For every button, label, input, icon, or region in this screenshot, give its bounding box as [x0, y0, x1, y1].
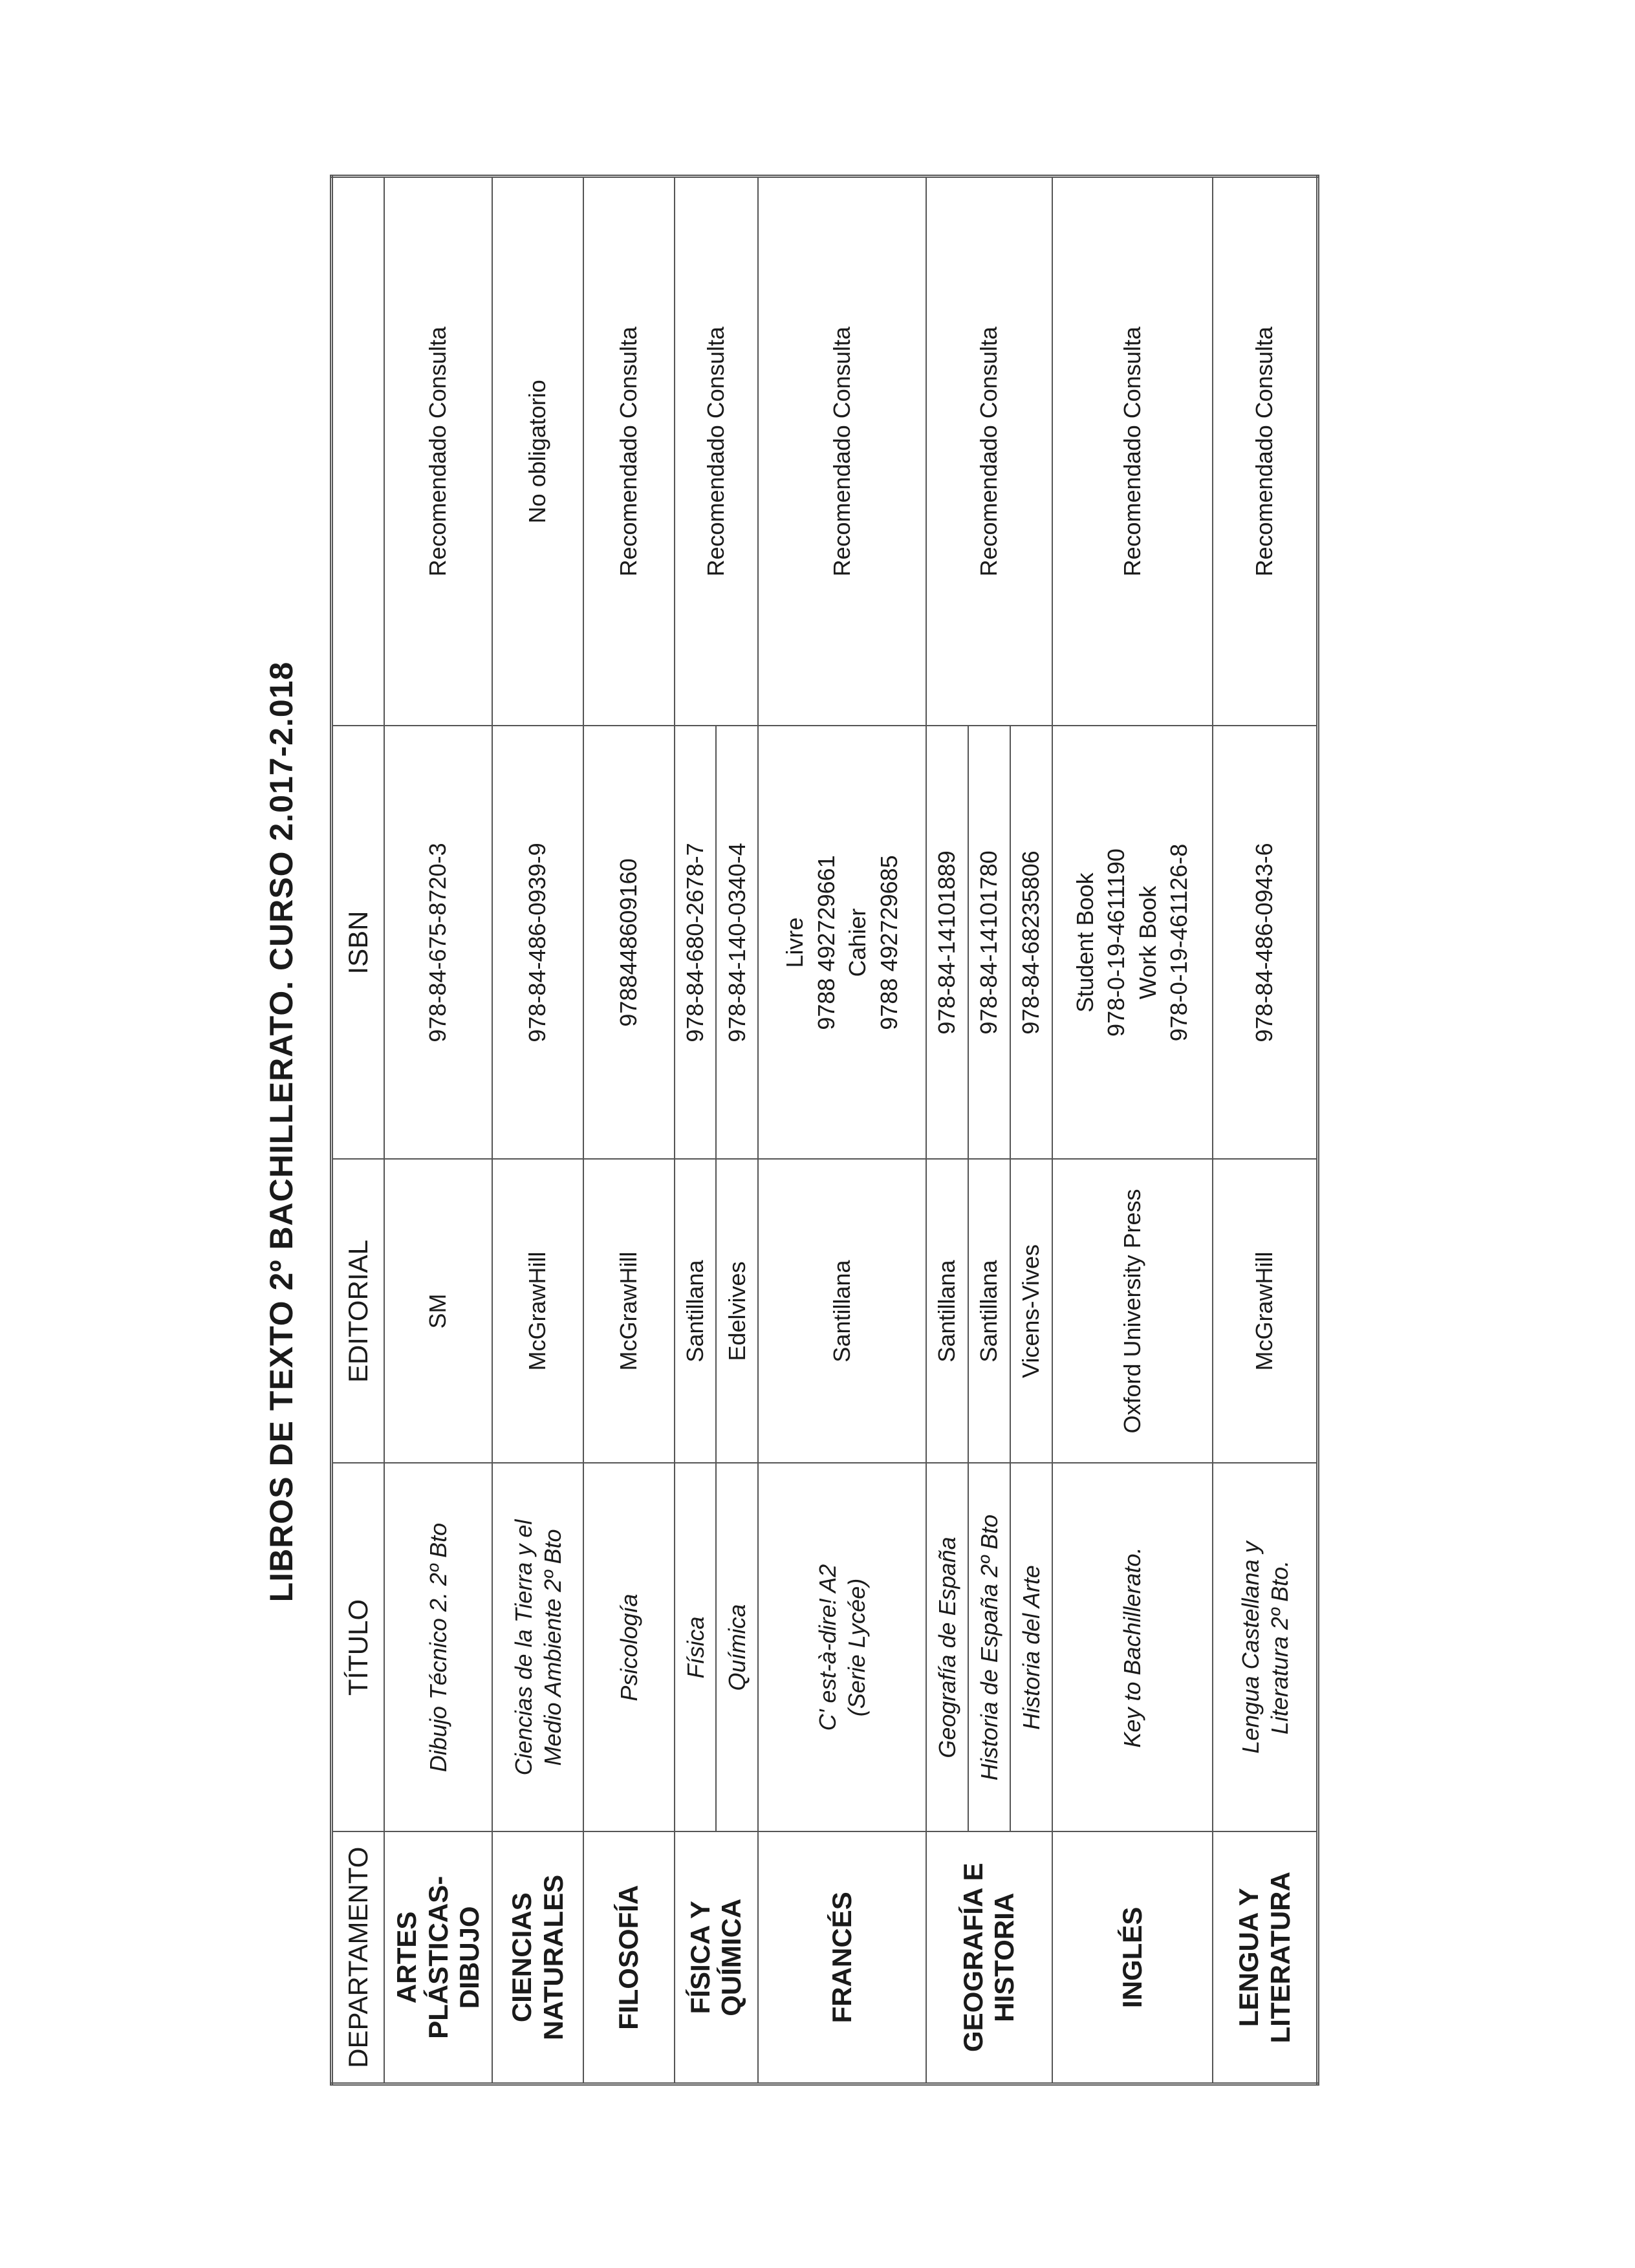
title-cell: Key to Bachillerato.	[1052, 1463, 1213, 1832]
editorial-cell: Santillana	[926, 1160, 968, 1463]
editorial-cell: McGrawHill	[1213, 1160, 1317, 1463]
dept-cell: CIENCIAS NATURALES	[492, 1832, 583, 2084]
table-row	[675, 177, 717, 2084]
table-row	[384, 177, 492, 2084]
dept-cell: ARTES PLÁSTICAS- DIBUJO	[384, 1832, 492, 2084]
table-row	[583, 177, 675, 2084]
status-cell: Recomendado Consulta	[1213, 177, 1317, 726]
dept-cell: FRANCÉS	[758, 1832, 926, 2084]
dept-cell: LENGUA Y LITERATURA	[1213, 1832, 1317, 2084]
editorial-cell: Santillana	[675, 1160, 717, 1463]
isbn-cell: 9788448609160	[583, 726, 675, 1160]
header-isbn: ISBN	[332, 726, 385, 1160]
title-cell: Dibujo Técnico 2. 2º Bto	[384, 1463, 492, 1832]
editorial-cell: SM	[384, 1160, 492, 1463]
isbn-cell: 978-84-68235806	[1010, 726, 1052, 1160]
document-title: LIBROS DE TEXTO 2º BACHILLERATO. CURSO 2.017-2.018	[263, 661, 299, 1603]
header-titulo: TÍTULO	[332, 1463, 385, 1832]
header-editorial: EDITORIAL	[332, 1160, 385, 1463]
editorial-cell: Edelvives	[716, 1160, 758, 1463]
dept-cell: INGLÉS	[1052, 1832, 1213, 2084]
isbn-cell: 978-84-675-8720-3	[384, 726, 492, 1160]
title-cell: C' est-à-dire! A2 (Serie Lycée)	[758, 1463, 926, 1832]
status-cell: Recomendado Consulta	[758, 177, 926, 726]
table-row	[1052, 177, 1213, 2084]
editorial-cell: Oxford University Press	[1052, 1160, 1213, 1463]
editorial-cell: Santillana	[758, 1160, 926, 1463]
title-cell: Ciencias de la Tierra y el Medio Ambiente 2º Bto	[492, 1463, 583, 1832]
table-header-row	[332, 177, 385, 2084]
title-cell: Física	[675, 1463, 717, 1832]
status-cell: No obligatorio	[492, 177, 583, 726]
document-sheet	[246, 178, 1319, 2086]
title-cell: Psicología	[583, 1463, 675, 1832]
title-cell: Lengua Castellana y Literatura 2º Bto.	[1213, 1463, 1317, 1832]
header-departamento: DEPARTAMENTO	[332, 1832, 385, 2084]
table-row	[1213, 177, 1317, 2084]
isbn-cell: 978-84-14101780	[968, 726, 1010, 1160]
status-cell: Recomendado Consulta	[1052, 177, 1213, 726]
status-cell: Recomendado Consulta	[926, 177, 1052, 726]
isbn-cell: 978-84-486-0943-6	[1213, 726, 1317, 1160]
dept-cell: GEOGRAFÍA E HISTORIA	[926, 1832, 1052, 2084]
dept-cell: FILOSOFÍA	[583, 1832, 675, 2084]
editorial-cell: Santillana	[968, 1160, 1010, 1463]
isbn-cell: 978-84-680-2678-7	[675, 726, 717, 1160]
status-cell: Recomendado Consulta	[675, 177, 759, 726]
editorial-cell: McGrawHill	[583, 1160, 675, 1463]
editorial-cell: McGrawHill	[492, 1160, 583, 1463]
isbn-cell: Student Book 978-0-19-4611190 Work Book 978-0-19-461126-8	[1052, 726, 1213, 1160]
dept-cell: FÍSICA Y QUÍMICA	[675, 1832, 759, 2084]
table-row	[758, 177, 926, 2084]
isbn-cell: 978-84-140-0340-4	[716, 726, 758, 1160]
status-cell: Recomendado Consulta	[583, 177, 675, 726]
header-estado	[332, 177, 385, 726]
title-cell: Geografía de España	[926, 1463, 968, 1832]
title-cell: Química	[716, 1463, 758, 1832]
isbn-cell: Livre 9788 492729661 Cahier 9788 492729685	[758, 726, 926, 1160]
isbn-cell: 978-84-486-0939-9	[492, 726, 583, 1160]
table-row	[492, 177, 583, 2084]
isbn-cell: 978-84-14101889	[926, 726, 968, 1160]
textbooks-table	[330, 175, 1319, 2086]
title-cell: Historia del Arte	[1010, 1463, 1052, 1832]
title-cell: Historia de España 2º Bto	[968, 1463, 1010, 1832]
editorial-cell: Vicens-Vives	[1010, 1160, 1052, 1463]
table-row	[926, 177, 968, 2084]
status-cell: Recomendado Consulta	[384, 177, 492, 726]
